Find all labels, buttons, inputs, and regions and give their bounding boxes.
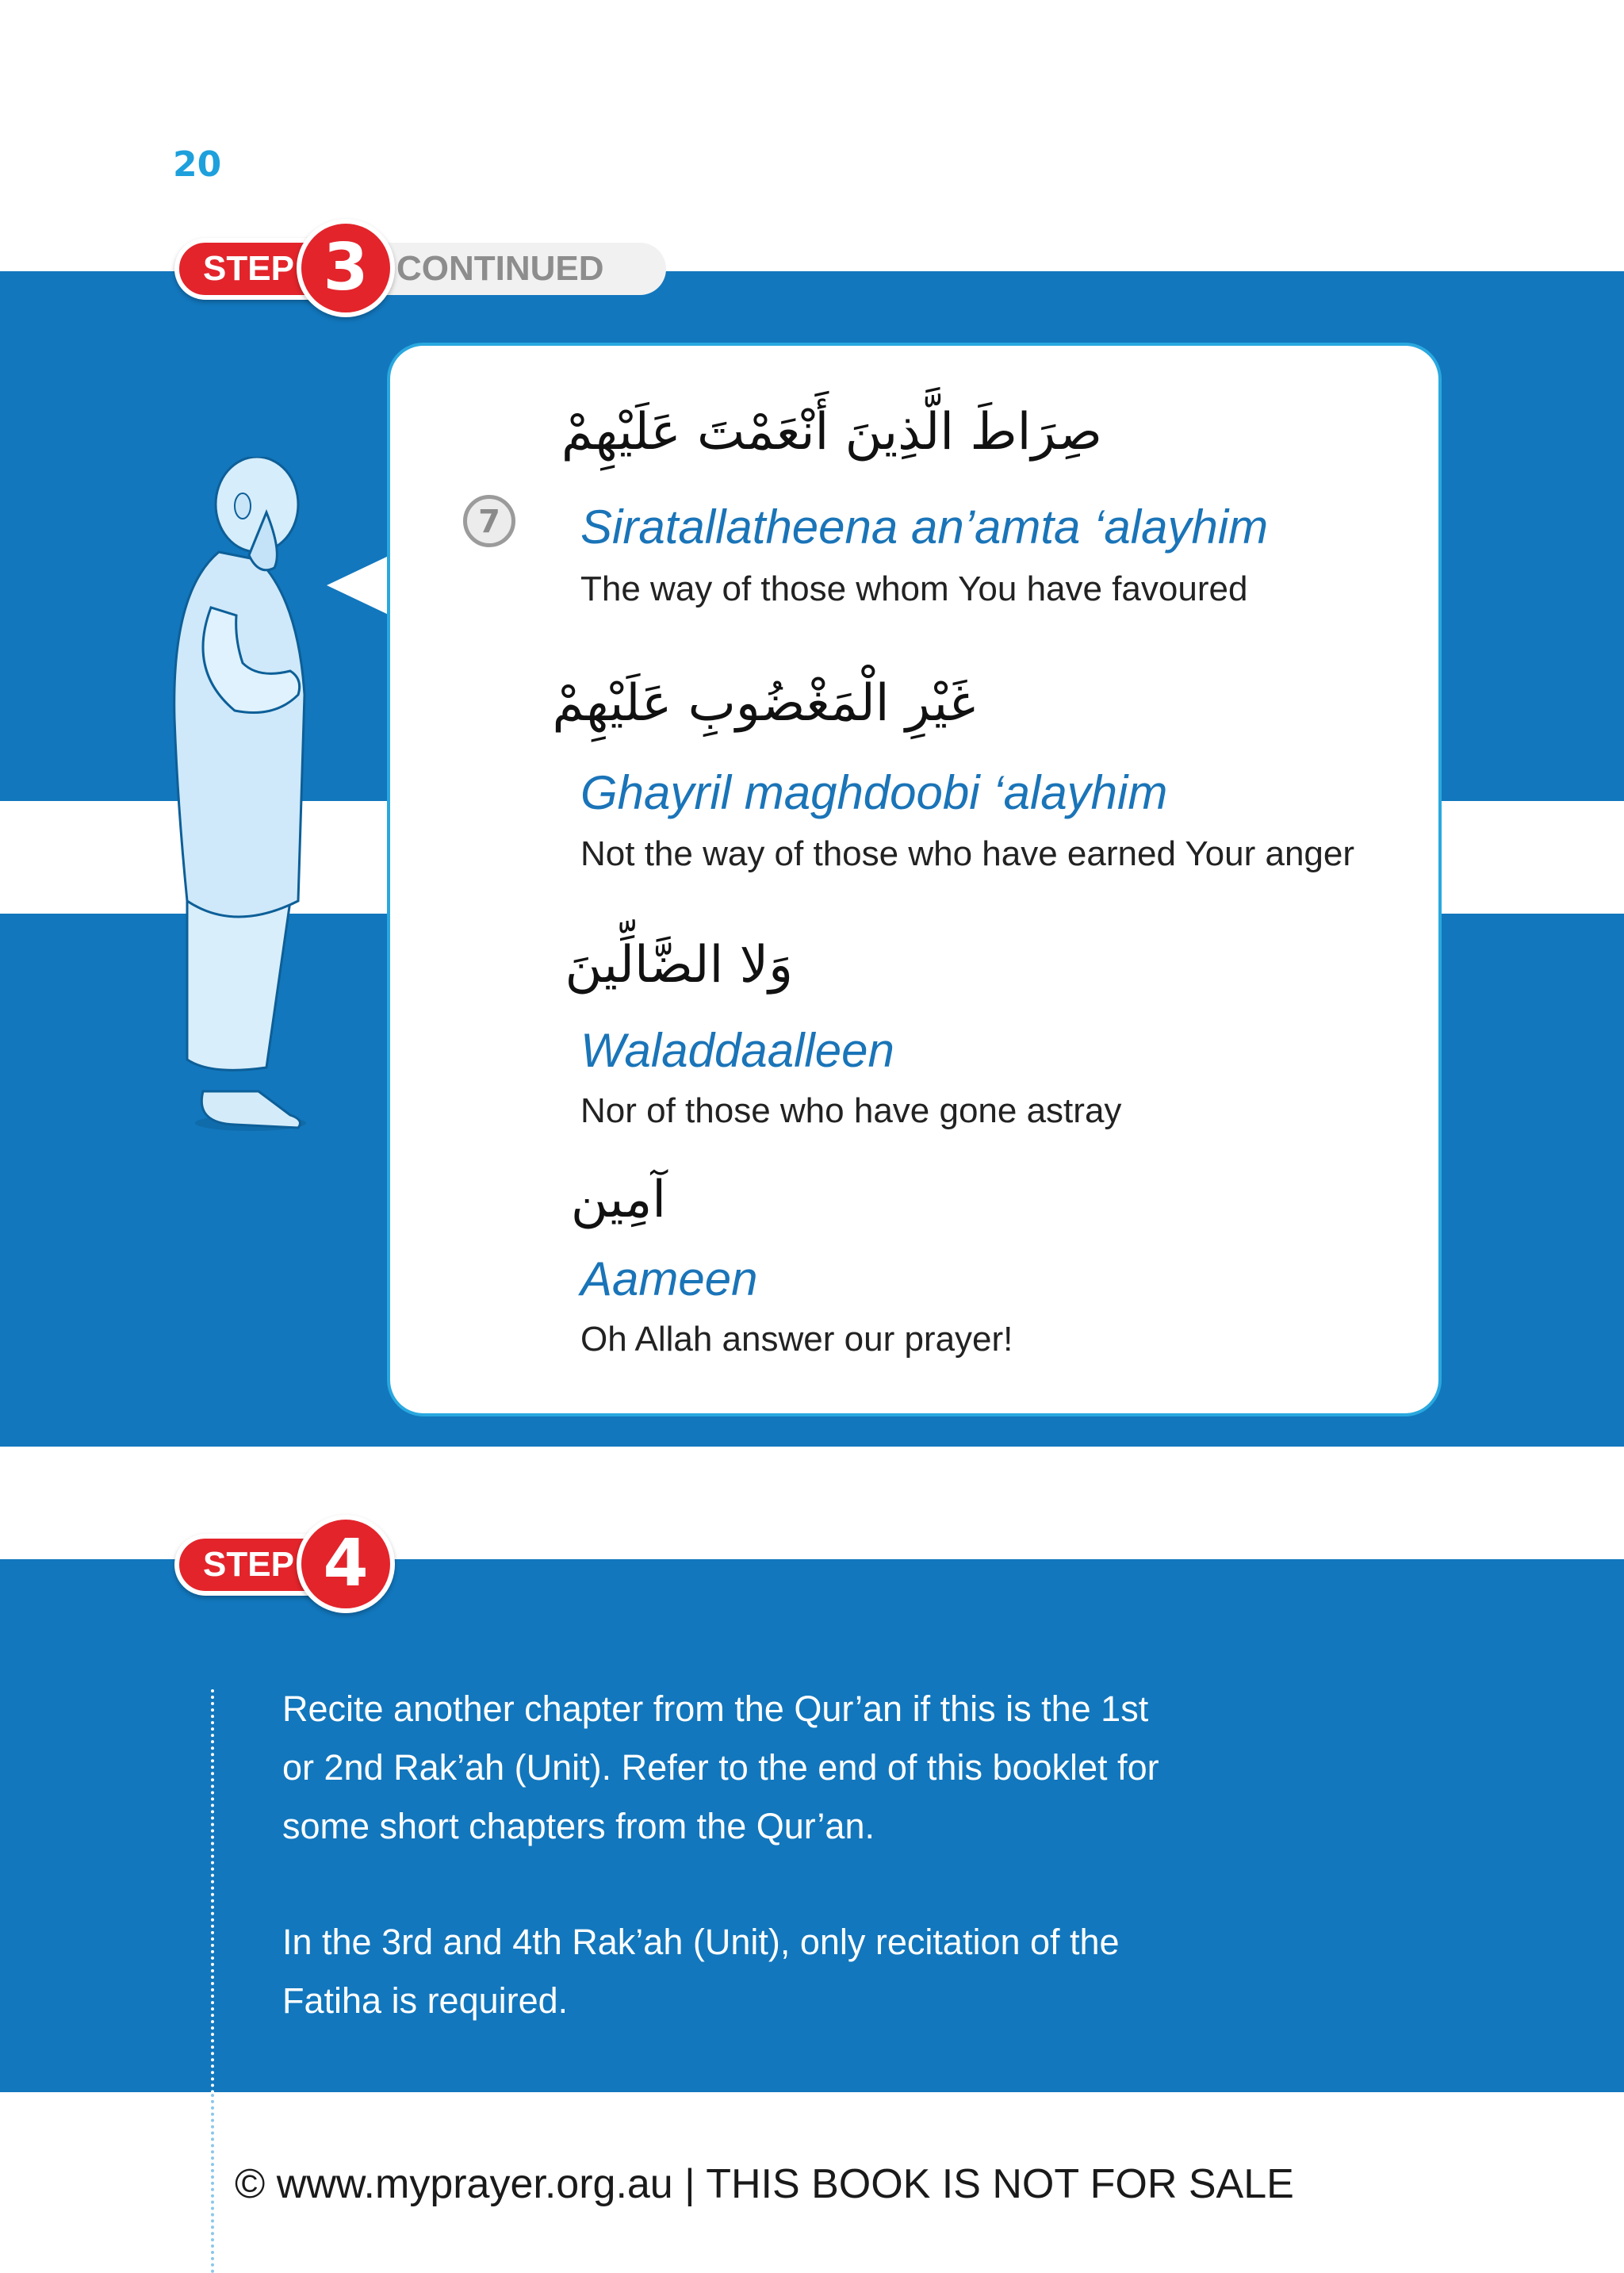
verse-arabic: صِرَاطَ الَّذِينَ أَنْعَمْتَ عَلَيْهِمْ [561,403,1102,462]
step-label: STEP [174,1534,358,1596]
dotted-divider [211,2094,214,2273]
step-number: 4 [297,1515,395,1613]
verse-transliteration: Ghayril maghdoobi ‘alayhim [580,766,1168,819]
continued-label: CONTINUED [174,243,666,295]
verse-number-badge: 7 [463,495,515,547]
verse-arabic: غَيْرِ الْمَغْضُوبِ عَلَيْهِمْ [552,674,975,733]
footer-copyright: © www.myprayer.org.au | THIS BOOK IS NOT FOR SALE [235,2161,1294,2207]
step4-badge [174,1526,412,1601]
step4-instruction: In the 3rd and 4th Rak’ah (Unit), only recitation of the Fatiha is required. [282,1922,1120,2021]
verse-meaning: The way of those whom You have favoured [580,569,1248,608]
praying-man-icon [163,457,354,1147]
verse-meaning: Not the way of those who have earned Your anger [580,834,1355,873]
verse-arabic: وَلا الضَّالِّينَ [565,936,793,995]
praying-man-illustration [163,457,354,1147]
verse-transliteration: Aameen [580,1252,758,1305]
verse-transliteration: Siratallatheena an’amta ‘alayhim [580,500,1269,554]
page-number: 20 [173,144,222,185]
verse-meaning: Oh Allah answer our prayer! [580,1320,1013,1359]
step-number: 3 [297,219,395,317]
verse-meaning: Nor of those who have gone astray [580,1091,1122,1130]
card-pointer [327,555,390,615]
step-label: STEP [174,238,358,300]
step4-instruction: Recite another chapter from the Qur’an if this is the 1st or 2nd Rak’ah (Unit). Refer to the end of this booklet for some short chapters from the Qur’an. [282,1688,1159,1846]
dotted-divider [211,1689,214,2094]
verse-arabic: آمِين [570,1171,666,1229]
verse-transliteration: Waladdaalleen [580,1024,894,1077]
step3-badge [174,230,666,305]
